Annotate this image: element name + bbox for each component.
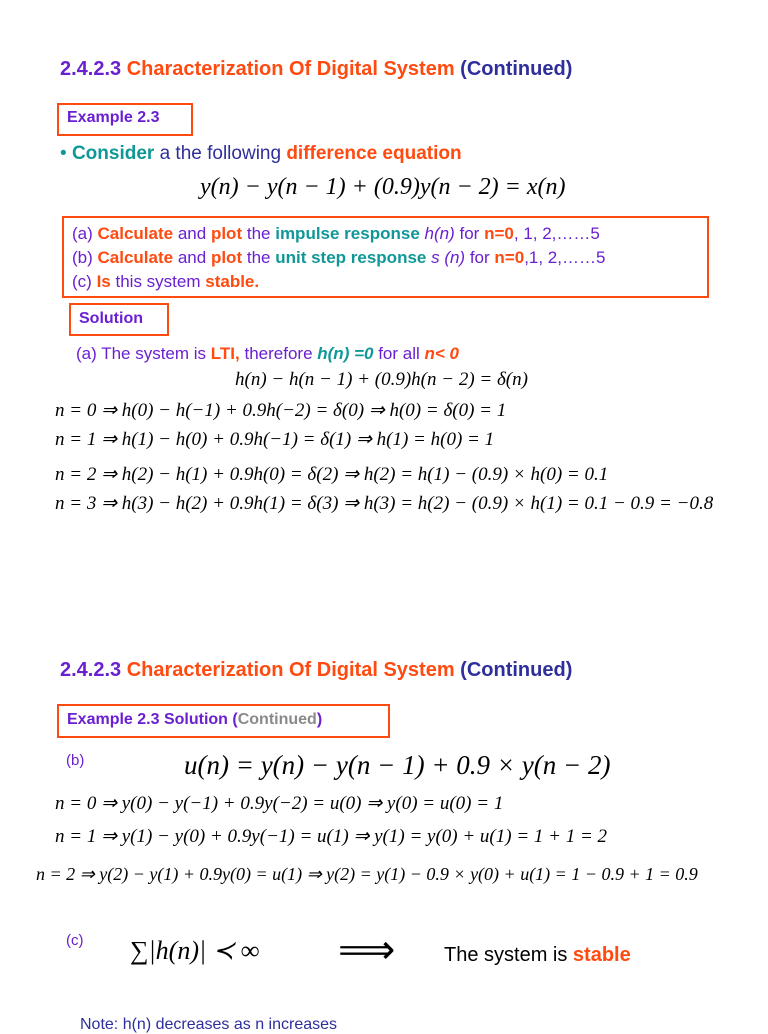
slide2-heading	[60, 659, 572, 682]
heading-number: 2.4.2.3	[60, 58, 122, 80]
part-b-tag: (b)	[66, 752, 85, 769]
bullet: •	[60, 143, 67, 164]
step-equation-n0: n = 0 ⇒ y(0) − y(−1) + 0.9y(−2) = u(0) ⇒ y(0) = u(0) = 1	[55, 793, 504, 814]
equation-n1: n = 1 ⇒ h(1) − h(0) + 0.9h(−1) = δ(1) ⇒ h(1) = h(0) = 1	[55, 429, 495, 450]
heading-number: 2.4.2.3	[60, 659, 122, 681]
step-equation: u(n) = y(n) − y(n − 1) + 0.9 × y(n − 2)	[184, 750, 611, 780]
example-label: Example 2.3	[67, 109, 160, 126]
impulse-equation: h(n) − h(n − 1) + (0.9)h(n − 2) = δ(n)	[235, 369, 528, 390]
heading-title: Characterization Of Digital System	[126, 58, 455, 80]
heading-continued: (Continued)	[460, 58, 573, 80]
consider-word: Consider	[71, 143, 155, 164]
heading-title: Characterization Of Digital System	[126, 659, 455, 681]
consider-line	[60, 143, 462, 165]
difference-equation-label: difference equation	[286, 143, 462, 164]
consider-text: a the following	[159, 143, 282, 164]
slide1-heading	[60, 58, 572, 81]
step-equation-n1: n = 1 ⇒ y(1) − y(0) + 0.9y(−1) = u(1) ⇒ y(1) = y(0) + u(1) = 1 + 1 = 2	[55, 826, 608, 847]
sum-equation: ∑|h(n)| ≺ ∞	[130, 936, 260, 965]
task-a: (a) Calculate and plot the impulse response h(n) for n=0, 1, 2,……5	[72, 224, 600, 243]
equation-n2: n = 2 ⇒ h(2) − h(1) + 0.9h(0) = δ(2) ⇒ h(2) = h(1) − (0.9) × h(0) = 0.1	[55, 464, 609, 485]
solution-a-line: (a) The system is LTI, therefore h(n) =0 for all n< 0	[76, 344, 460, 363]
part-c-tag: (c)	[66, 932, 84, 949]
stable-statement: The system is stable	[444, 944, 631, 966]
step-equation-n2: n = 2 ⇒ y(2) − y(1) + 0.9y(0) = u(1) ⇒ y(2) = y(1) − 0.9 × y(0) + u(1) = 1 − 0.9 + 1 = 0.9	[36, 864, 698, 884]
task-c: (c) Is this system stable.	[72, 272, 260, 291]
task-b: (b) Calculate and plot the unit step response s (n) for n=0,1, 2,……5	[72, 248, 606, 267]
equation-n3: n = 3 ⇒ h(3) − h(2) + 0.9h(1) = δ(3) ⇒ h(3) = h(2) − (0.9) × h(1) = 0.1 − 0.9 = −0.8	[55, 493, 714, 514]
solution-label: Solution	[79, 310, 143, 327]
implies-arrow: ⟹	[338, 928, 396, 972]
heading-continued: (Continued)	[460, 659, 573, 681]
equation-n0: n = 0 ⇒ h(0) − h(−1) + 0.9h(−2) = δ(0) ⇒ h(0) = δ(0) = 1	[55, 400, 507, 421]
main-equation: y(n) − y(n − 1) + (0.9)y(n − 2) = x(n)	[200, 174, 566, 200]
example-solution-label: Example 2.3 Solution (Continued)	[67, 711, 323, 728]
note-partial: Note: h(n) decreases as n increases	[80, 1016, 338, 1033]
